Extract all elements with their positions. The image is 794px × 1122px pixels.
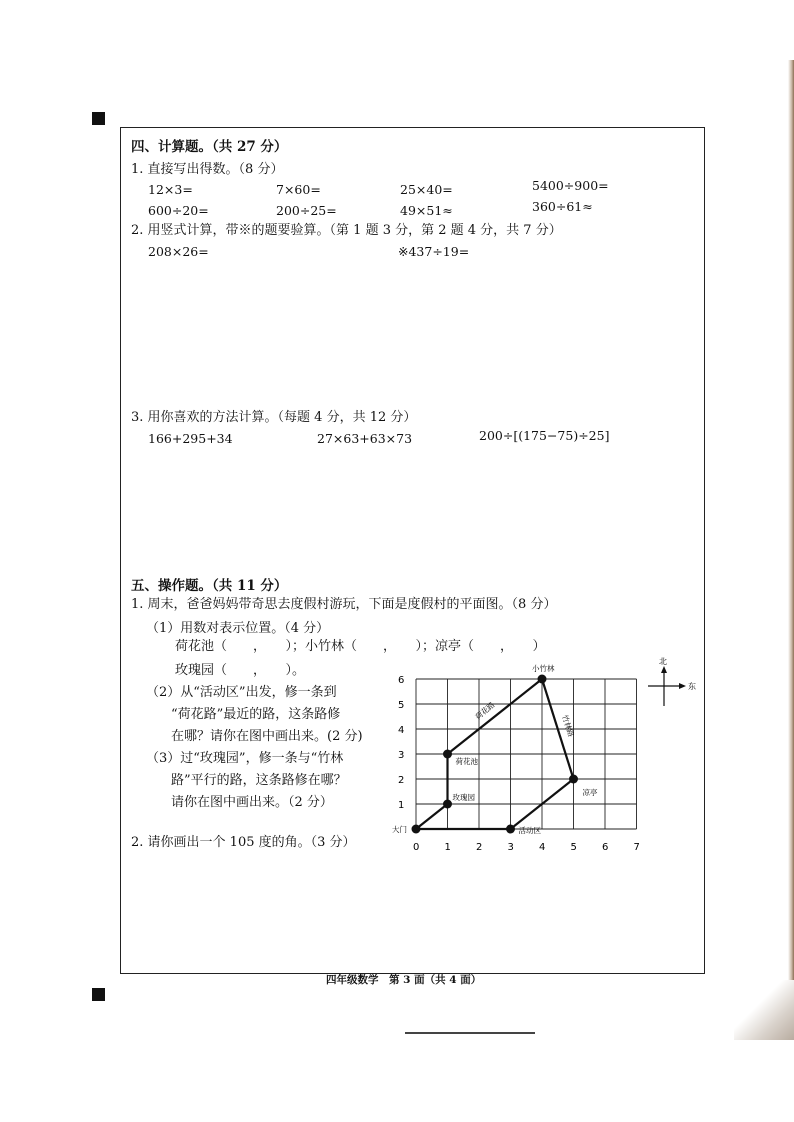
- calc-item: 25×40=: [400, 182, 453, 197]
- s5-q1-part2-line: （2）从“活动区”出发，修一条到: [146, 685, 337, 700]
- calc-item: 49×51≈: [400, 203, 453, 218]
- s5-q1-part3-line: 请你在图中画出来。（2 分）: [171, 795, 333, 810]
- map-point-label: 荷花池: [455, 757, 478, 766]
- method-calc-item: 166+295+34: [148, 431, 233, 446]
- map-point-label: 小竹林: [532, 664, 555, 673]
- compass-north-label: 北: [659, 657, 667, 666]
- section5-title: 五、操作题。（共 11 分）: [131, 578, 288, 594]
- x-tick-label: 5: [570, 842, 577, 853]
- calc-item: 360÷61≈: [532, 199, 593, 214]
- x-tick-label: 7: [633, 842, 640, 853]
- y-tick-label: 5: [398, 700, 405, 711]
- x-tick-label: 4: [539, 842, 546, 853]
- x-tick-label: 6: [602, 842, 609, 853]
- compass: [648, 656, 696, 706]
- map-points: [392, 663, 598, 835]
- y-tick-label: 3: [398, 750, 405, 761]
- page-footer: 四年级数学 第 3 面（共 4 面）: [326, 974, 482, 986]
- section4-title: 四、计算题。（共 27 分）: [131, 139, 288, 155]
- s5-q2-title: 2. 请你画出一个 105 度的角。（3 分）: [131, 835, 356, 850]
- q3-title: 3. 用你喜欢的方法计算。（每题 4 分，共 12 分）: [131, 410, 417, 425]
- calc-item: 600÷20=: [148, 203, 209, 218]
- calc-item: 200÷25=: [276, 203, 337, 218]
- y-tick-label: 2: [398, 775, 405, 786]
- y-tick-label: 4: [398, 725, 405, 736]
- s5-q1-part2-line: “荷花路”最近的路，这条路修: [171, 707, 341, 722]
- s5-q1-part2-line: 在哪？请你在图中画出来。(2 分): [171, 729, 363, 744]
- s5-q1-part3-line: （3）过“玫瑰园”，修一条与“竹林: [146, 751, 344, 766]
- s5-q1-part1-title: （1）用数对表示位置。（4 分）: [146, 621, 330, 636]
- map-point-label: 凉亭: [582, 788, 598, 797]
- q2-title: 2. 用竖式计算，带※的题要验算。（第 1 题 3 分，第 2 题 4 分，共 7 分）: [131, 223, 562, 238]
- map-point-label: 活动区: [518, 826, 541, 835]
- map-point-marker: [506, 825, 515, 834]
- calc-item: 12×3=: [148, 182, 193, 197]
- s5-q1-part3-line: 路”平行的路，这条路修在哪？: [171, 773, 347, 788]
- road-label-lotus: 荷花路: [473, 700, 497, 722]
- method-calc-item: 200÷[(175−75)÷25]: [479, 428, 610, 443]
- x-tick-label: 1: [444, 842, 451, 853]
- map-point-marker: [569, 775, 578, 784]
- scan-mark-line: [405, 1032, 535, 1034]
- map-point-marker: [538, 675, 547, 684]
- x-tick-label: 3: [507, 842, 514, 853]
- map-point-label: 玫瑰园: [452, 793, 475, 802]
- s5-q1-part1-line2: 玫瑰园（ ， ）。: [175, 663, 306, 678]
- y-tick-label: 1: [398, 800, 405, 811]
- method-calc-item: 27×63+63×73: [317, 431, 413, 446]
- vertical-calc-item: ※437÷19=: [398, 244, 470, 259]
- road-label-bamboo: 竹林路: [560, 713, 576, 739]
- x-tick-label: 2: [476, 842, 483, 853]
- road-segment: [416, 804, 448, 829]
- map-point-marker: [412, 825, 421, 834]
- y-tick-label: 6: [398, 675, 405, 686]
- map-point-marker: [443, 750, 452, 759]
- vertical-calc-item: 208×26=: [148, 244, 209, 259]
- q1-title: 1. 直接写出得数。（8 分）: [131, 162, 284, 177]
- x-tick-label: 0: [413, 842, 420, 853]
- map-point-label: 大门: [392, 825, 407, 834]
- compass-east-label: 东: [688, 682, 696, 691]
- calc-item: 7×60=: [276, 182, 321, 197]
- road-segment: [448, 679, 543, 754]
- s5-q1-title: 1. 周末，爸爸妈妈带奇思去度假村游玩，下面是度假村的平面图。（8 分）: [131, 597, 557, 612]
- map-point-marker: [443, 800, 452, 809]
- calc-item: 5400÷900=: [532, 178, 609, 193]
- s5-q1-part1-line1: 荷花池（ ， ）；小竹林（ ， ）；凉亭（ ， ）: [175, 639, 546, 654]
